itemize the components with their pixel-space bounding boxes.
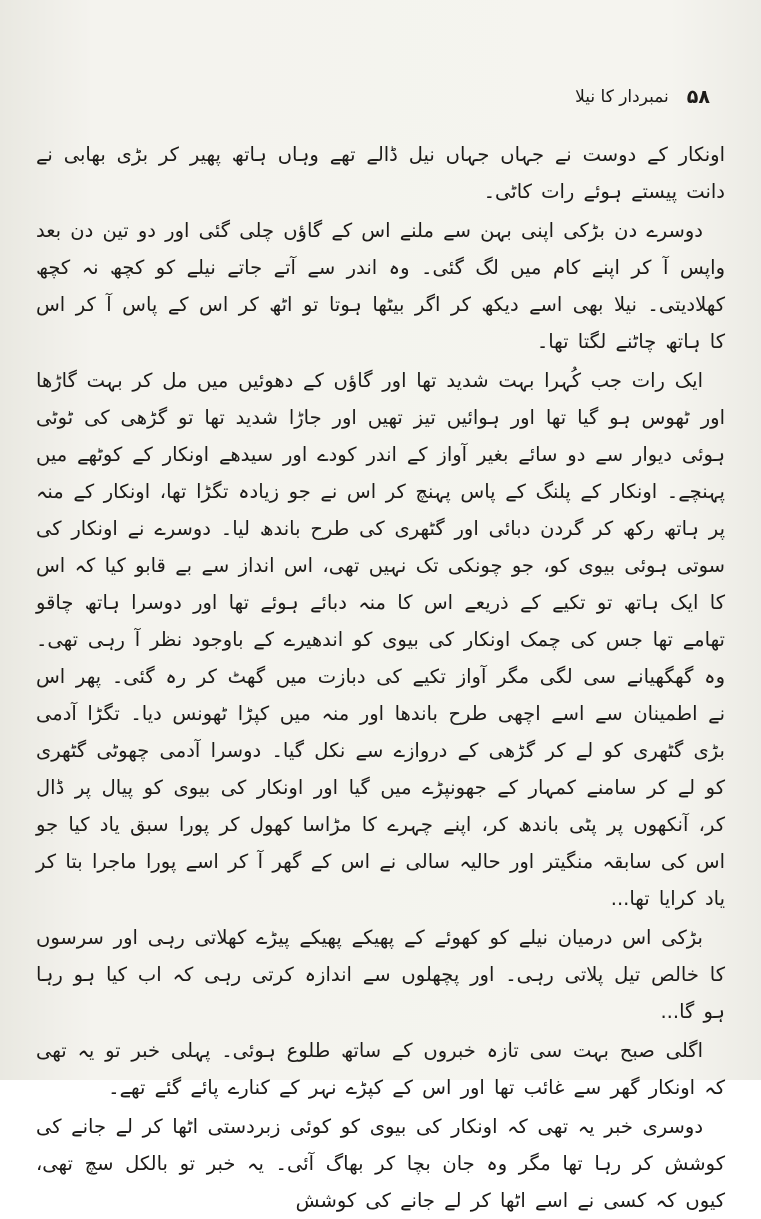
paragraph: دوسری خبر یہ تھی کہ اونکار کی بیوی کو کوئی زبردستی اٹھا کر لے جانے کی کوشش کر رہا تھا مگر وہ جان بچا کر بھاگ آئی۔ یہ خبر تو بالکل سچ تھی، کیوں کہ کسی نے اسے اٹھا کر لے جانے کی کوشش	[36, 1115, 725, 1212]
paragraph: اگلی صبح بہت سی تازہ خبروں کے ساتھ طلوع ہوئی۔ پہلی خبر تو یہ تھی کہ اونکار گھر سے غائب تھا اور اس کے کپڑے نہر کے کنارے پائے گئے تھے۔	[36, 1039, 725, 1099]
page-header	[540, 82, 710, 112]
running-title: نمبردار کا نیلا	[575, 87, 669, 107]
paragraph: دوسرے دن بڑکی اپنی بہن سے ملنے اس کے گاؤں چلی گئی اور دو تین دن بعد واپس آ کر اپنے کام میں لگ گئی۔ وہ اندر سے آتے جاتے نیلے کو کچھ نہ کچھ کھلادیتی۔ نیلا بھی اسے دیکھ کر اگر بیٹھا ہوتا تو اٹھ کر اس کے پاس آ کر اس کا ہاتھ چاٹنے لگتا تھا۔	[36, 219, 725, 353]
page-number: ۵۸	[686, 86, 710, 108]
paragraph: اونکار کے دوست نے جہاں جہاں نیل ڈالے تھے وہاں ہاتھ پھیر کر بڑی بھابی نے دانت پیستے ہوئے رات کاٹی۔	[36, 143, 725, 203]
paragraph: ایک رات جب کُہرا بہت شدید تھا اور گاؤں کے دھوئیں میں مل کر بہت گاڑھا اور ٹھوس ہو گیا تھا اور ہوائیں تیز تھیں اور جاڑا شدید تھا تو گڑھی کی ٹوٹی ہوئی دیوار سے دو سائے بغیر آواز کے اندر کودے اور سیدھے اونکار کے کوٹھے میں پہنچے۔ اونکار کے پلنگ کے پاس پہنچ کر اس نے جو زیادہ تگڑا تھا، اونکار کے منہ پر ہاتھ رکھ کر گردن دبائی اور گٹھری کی طرح باندھ لیا۔ دوسرے نے اونکار کی سوتی ہوئی بیوی کو، جو چونکی تک نہیں تھی، اس انداز سے بے قابو کیا کہ اس کا ایک ہاتھ تو تکیے کے ذریعے اس کا منہ دبائے ہوئے تھا اور دوسرا ہاتھ چاقو تھامے تھا جس کی چمک اونکار کی بیوی کو اندھیرے کے باوجود نظر آ رہی تھی۔ وہ گھگھیانے سی لگی مگر آواز تکیے کی دبازت میں گھٹ کر رہ گئی۔ پھر اس نے اطمینان سے اسے اچھی طرح باندھا اور منہ میں کپڑا ٹھونس دیا۔ تگڑا آدمی بڑی گٹھری کو لے کر گڑھی کے دروازے سے نکل گیا۔ دوسرا آدمی چھوٹی گٹھری کو لے کر سامنے کمہار کے جھونپڑے میں گیا اور اونکار کی بیوی کو پیال پر ڈال کر، آنکھوں پر پٹی باندھ کر، اپنے چہرے کا مڑاسا کھول کر پورا سبق یاد کیا جو اس کی سابقہ منگیتر اور حالیہ سالی نے اس کے گھر آ کر اسے پورا ماجرا بتا کر یاد کرایا تھا...	[36, 369, 725, 910]
body-text	[36, 136, 725, 1212]
paragraph: بڑکی اس درمیان نیلے کو کھوئے کے پھیکے پھیکے پیڑے کھلاتی رہی اور سرسوں کا خالص تیل پلاتی رہی۔ اور پچھلوں سے اندازہ کرتی رہی کہ اب کیا ہو رہا ہو گا...	[36, 926, 725, 1023]
